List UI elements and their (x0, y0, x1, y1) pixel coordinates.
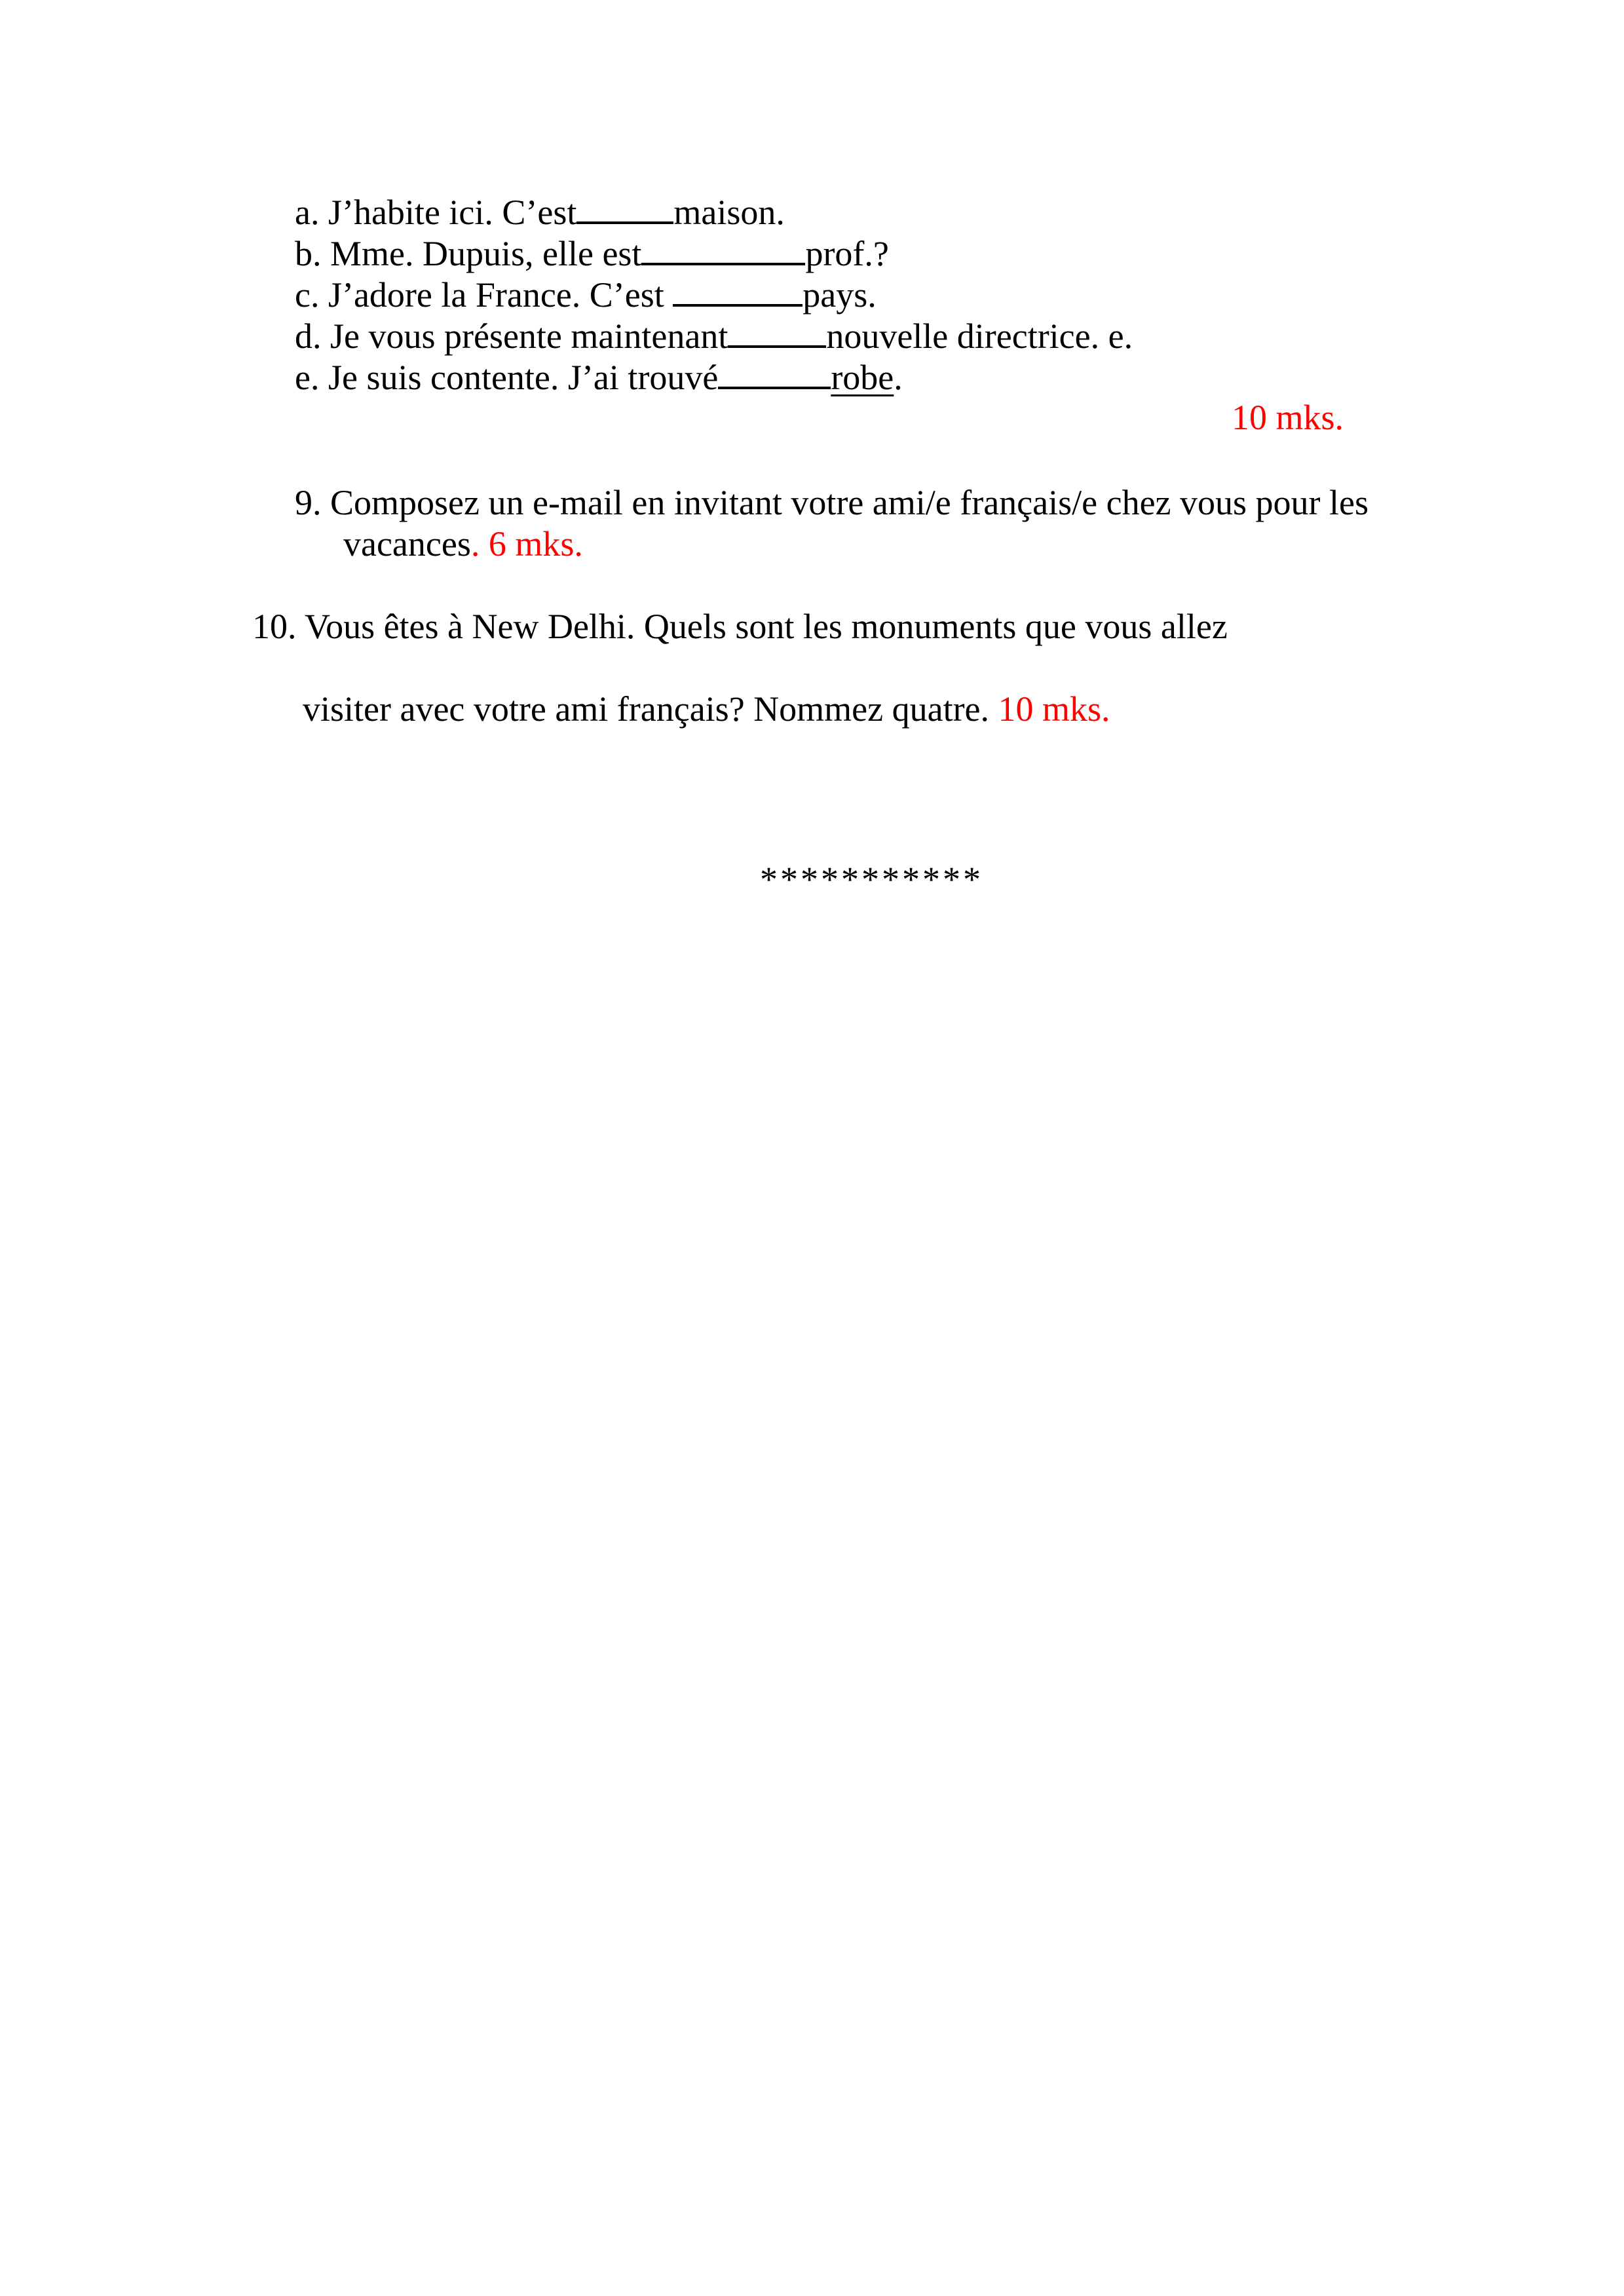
exercise-item-c (295, 273, 877, 316)
item-label: d. (295, 316, 322, 356)
item-label: c. (295, 275, 320, 315)
question-9-marks: 6 mks. (488, 524, 583, 564)
exercise-8-marks: 10 mks. (1232, 398, 1344, 437)
end-marker: *********** (760, 860, 983, 899)
question-text: vacances (343, 524, 471, 564)
fill-in-blank (673, 273, 803, 307)
question-text: Composez un e-mail en invitant votre ami/e français/e chez vous pour les (330, 483, 1369, 522)
question-10-line-2 (303, 688, 1110, 730)
exercise-item-e (295, 355, 903, 398)
question-number: 10. (252, 607, 297, 646)
item-text-before: J’adore la France. C’est (328, 275, 673, 315)
exercise-item-b (295, 231, 889, 275)
item-text-before: J’habite ici. C’est (328, 193, 577, 232)
item-label: b. (295, 234, 322, 273)
fill-in-blank (718, 355, 831, 389)
question-9-line-1 (295, 482, 1369, 524)
item-text-before: Je suis contente. J’ai trouvé (328, 358, 719, 397)
question-10-marks: 10 mks. (998, 689, 1110, 729)
item-label: a. (295, 193, 320, 232)
question-number: 9. (295, 483, 322, 522)
fill-in-blank (641, 231, 805, 265)
item-text-underlined: robe (831, 358, 894, 397)
question-text: Vous êtes à New Delhi. Quels sont les monuments que vous allez (305, 607, 1228, 646)
question-9-line-2 (343, 523, 583, 565)
exercise-item-a (295, 190, 785, 233)
item-text-after: pays. (803, 275, 877, 315)
exercise-item-d (295, 314, 1133, 357)
question-9-punct: . (470, 524, 480, 564)
item-text-before: Mme. Dupuis, elle est (330, 234, 642, 273)
question-10-line-1 (252, 605, 1228, 647)
item-text-before: Je vous présente maintenant (330, 316, 728, 356)
question-text: visiter avec votre ami français? Nommez quatre. (303, 689, 990, 729)
item-text-after: prof.? (805, 234, 889, 273)
item-label: e. (295, 358, 320, 397)
item-text-after: maison. (673, 193, 785, 232)
fill-in-blank (728, 314, 826, 348)
item-text-after: nouvelle directrice. e. (826, 316, 1133, 356)
fill-in-blank (576, 190, 673, 224)
item-text-after: . (894, 358, 903, 397)
